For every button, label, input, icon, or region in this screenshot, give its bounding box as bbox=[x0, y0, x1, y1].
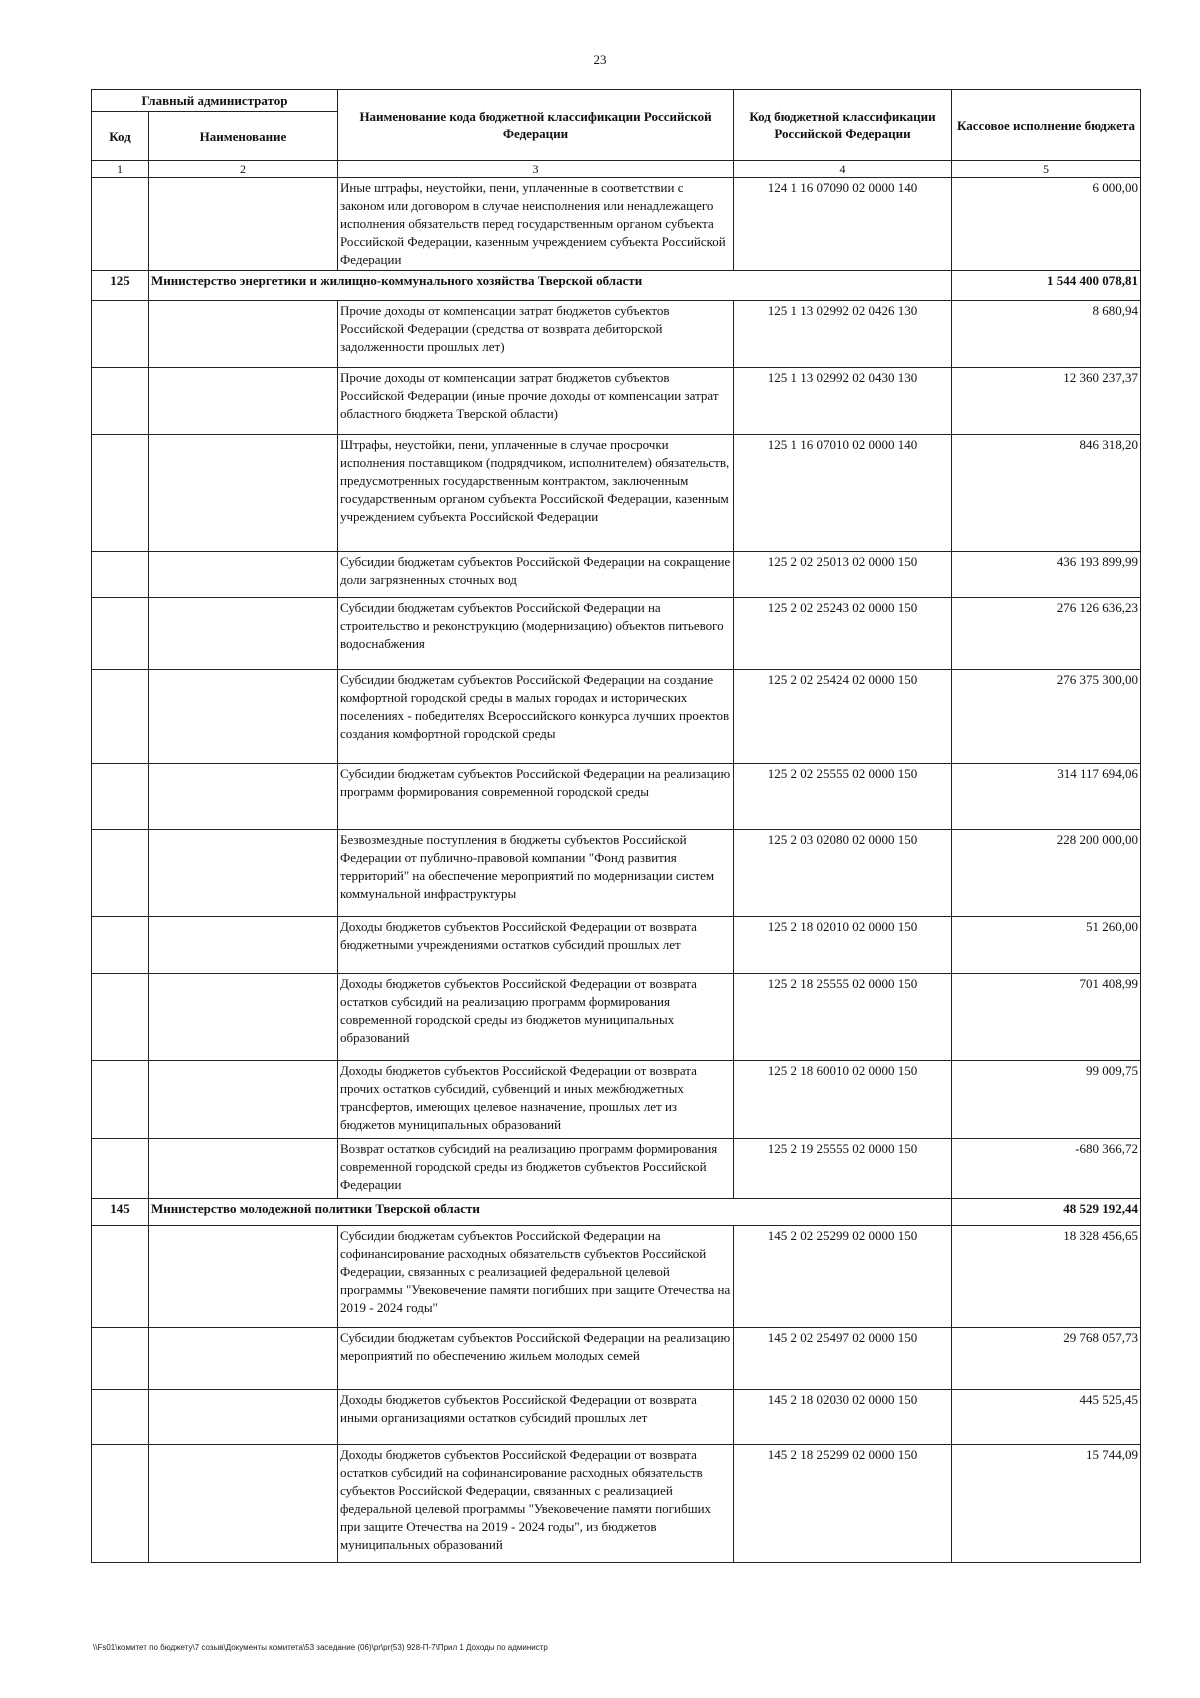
revenue-amount: 314 117 694,06 bbox=[952, 764, 1141, 830]
revenue-name: Субсидии бюджетам субъектов Российской Федерации на строительство и реконструкцию (модернизацию) объектов питьевого водоснабжения bbox=[338, 598, 734, 670]
administrator-row bbox=[92, 271, 1141, 301]
revenue-amount: 12 360 237,37 bbox=[952, 368, 1141, 435]
table-row bbox=[92, 301, 1141, 368]
table-row bbox=[92, 1139, 1141, 1199]
table-row bbox=[92, 435, 1141, 552]
revenue-amount: 276 126 636,23 bbox=[952, 598, 1141, 670]
header-bk-code: Код бюджетной классификации Российской Федерации bbox=[734, 90, 952, 161]
revenue-code: 145 2 18 25299 02 0000 150 bbox=[734, 1445, 952, 1563]
administrator-name: Министерство молодежной политики Тверской области bbox=[149, 1199, 952, 1226]
revenue-code: 125 2 18 60010 02 0000 150 bbox=[734, 1061, 952, 1139]
revenue-amount: 29 768 057,73 bbox=[952, 1328, 1141, 1390]
revenue-name: Доходы бюджетов субъектов Российской Федерации от возврата остатков субсидий на реализацию программ формирования современной городской среды из бюджетов муниципальных образований bbox=[338, 974, 734, 1061]
revenue-code: 145 2 02 25299 02 0000 150 bbox=[734, 1226, 952, 1328]
revenue-amount: 51 260,00 bbox=[952, 917, 1141, 974]
administrator-row bbox=[92, 1199, 1141, 1226]
revenue-name: Субсидии бюджетам субъектов Российской Федерации на реализацию мероприятий по обеспечению жильем молодых семей bbox=[338, 1328, 734, 1390]
revenue-name: Возврат остатков субсидий на реализацию программ формирования современной городской среды из бюджетов субъектов Российской Федерации bbox=[338, 1139, 734, 1199]
column-number: 3 bbox=[338, 161, 734, 178]
table-header bbox=[92, 90, 1141, 178]
revenue-code: 125 2 18 02010 02 0000 150 bbox=[734, 917, 952, 974]
revenue-code: 125 2 02 25013 02 0000 150 bbox=[734, 552, 952, 598]
revenue-name: Доходы бюджетов субъектов Российской Федерации от возврата бюджетными учреждениями остатков субсидий прошлых лет bbox=[338, 917, 734, 974]
table-row bbox=[92, 598, 1141, 670]
revenue-code: 145 2 02 25497 02 0000 150 bbox=[734, 1328, 952, 1390]
table-row bbox=[92, 764, 1141, 830]
revenue-code: 145 2 18 02030 02 0000 150 bbox=[734, 1390, 952, 1445]
revenue-code: 125 1 13 02992 02 0430 130 bbox=[734, 368, 952, 435]
table-row bbox=[92, 670, 1141, 764]
column-number-row bbox=[92, 161, 1141, 178]
revenue-code: 125 2 03 02080 02 0000 150 bbox=[734, 830, 952, 917]
column-number: 5 bbox=[952, 161, 1141, 178]
revenue-amount: 18 328 456,65 bbox=[952, 1226, 1141, 1328]
table-row bbox=[92, 178, 1141, 271]
header-code: Код bbox=[92, 112, 149, 161]
table-row bbox=[92, 1226, 1141, 1328]
table-row bbox=[92, 1061, 1141, 1139]
revenue-amount: 276 375 300,00 bbox=[952, 670, 1141, 764]
revenue-name: Иные штрафы, неустойки, пени, уплаченные в соответствии с законом или договором в случае неисполнения или ненадлежащего исполнения обязательств перед государственным органом субъекта Российской Федерации, казенным учреждением субъекта Российской Федерации bbox=[338, 178, 734, 271]
revenue-amount: 701 408,99 bbox=[952, 974, 1141, 1061]
revenue-amount: 436 193 899,99 bbox=[952, 552, 1141, 598]
administrator-amount: 1 544 400 078,81 bbox=[952, 271, 1141, 301]
column-number: 2 bbox=[149, 161, 338, 178]
revenue-code: 125 2 18 25555 02 0000 150 bbox=[734, 974, 952, 1061]
revenue-name: Субсидии бюджетам субъектов Российской Федерации на сокращение доли загрязненных сточных вод bbox=[338, 552, 734, 598]
revenue-amount: 6 000,00 bbox=[952, 178, 1141, 271]
revenue-amount: 99 009,75 bbox=[952, 1061, 1141, 1139]
page-number: 23 bbox=[593, 52, 607, 67]
table-row bbox=[92, 830, 1141, 917]
revenue-name: Безвозмездные поступления в бюджеты субъектов Российской Федерации от публично-правовой компании "Фонд развития территорий" на обеспечение мероприятий по модернизации систем коммунальной инфраструктуры bbox=[338, 830, 734, 917]
revenue-code: 125 2 02 25424 02 0000 150 bbox=[734, 670, 952, 764]
revenue-name: Доходы бюджетов субъектов Российской Федерации от возврата иными организациями остатков субсидий прошлых лет bbox=[338, 1390, 734, 1445]
revenue-code: 125 2 02 25555 02 0000 150 bbox=[734, 764, 952, 830]
revenue-name: Доходы бюджетов субъектов Российской Федерации от возврата прочих остатков субсидий, субвенций и иных межбюджетных трансфертов, имеющих целевое назначение, прошлых лет из бюджетов муниципальных образований bbox=[338, 1061, 734, 1139]
revenue-amount: 228 200 000,00 bbox=[952, 830, 1141, 917]
revenue-name: Доходы бюджетов субъектов Российской Федерации от возврата остатков субсидий на софинансирование расходных обязательств субъектов Российской Федерации, связанных с реализацией федеральной целевой программы "Увековечение памяти погибших при защите Отечества на 2019 - 2024 годы", из бюджетов муниципальных образований bbox=[338, 1445, 734, 1563]
revenue-code: 125 1 16 07010 02 0000 140 bbox=[734, 435, 952, 552]
header-name: Наименование bbox=[149, 112, 338, 161]
table-row bbox=[92, 1445, 1141, 1563]
header-amount: Кассовое исполнение бюджета bbox=[952, 90, 1141, 161]
column-number: 4 bbox=[734, 161, 952, 178]
revenue-code: 125 2 19 25555 02 0000 150 bbox=[734, 1139, 952, 1199]
footer-file-path: \\Fs01\комитет по бюджету\7 созыв\Документы комитета\53 заседание (06)\pr\pr(53) 928-П-7\Прил 1 Доходы по администр bbox=[93, 1643, 548, 1652]
revenue-amount: 846 318,20 bbox=[952, 435, 1141, 552]
administrator-code: 125 bbox=[92, 271, 149, 301]
revenue-amount: 15 744,09 bbox=[952, 1445, 1141, 1563]
revenue-code: 125 1 13 02992 02 0426 130 bbox=[734, 301, 952, 368]
table-row bbox=[92, 368, 1141, 435]
revenue-name: Прочие доходы от компенсации затрат бюджетов субъектов Российской Федерации (иные прочие доходы от компенсации затрат областного бюджета Тверской области) bbox=[338, 368, 734, 435]
table-row bbox=[92, 917, 1141, 974]
revenue-amount: -680 366,72 bbox=[952, 1139, 1141, 1199]
column-number: 1 bbox=[92, 161, 149, 178]
revenue-name: Прочие доходы от компенсации затрат бюджетов субъектов Российской Федерации (средства от возврата дебиторской задолженности прошлых лет) bbox=[338, 301, 734, 368]
revenue-name: Субсидии бюджетам субъектов Российской Федерации на софинансирование расходных обязательств субъектов Российской Федерации, связанных с реализацией федеральной целевой программы "Увековечение памяти погибших при защите Отечества на 2019 - 2024 годы" bbox=[338, 1226, 734, 1328]
table-row bbox=[92, 1390, 1141, 1445]
administrator-name: Министерство энергетики и жилищно-коммунального хозяйства Тверской области bbox=[149, 271, 952, 301]
revenue-code: 124 1 16 07090 02 0000 140 bbox=[734, 178, 952, 271]
header-bk-name: Наименование кода бюджетной классификации Российской Федерации bbox=[338, 90, 734, 161]
revenue-code: 125 2 02 25243 02 0000 150 bbox=[734, 598, 952, 670]
table-row bbox=[92, 974, 1141, 1061]
header-main-admin: Главный администратор bbox=[92, 90, 338, 112]
revenue-amount: 445 525,45 bbox=[952, 1390, 1141, 1445]
table-row bbox=[92, 552, 1141, 598]
budget-table bbox=[91, 89, 1141, 1563]
revenue-name: Штрафы, неустойки, пени, уплаченные в случае просрочки исполнения поставщиком (подрядчиком, исполнителем) обязательств, предусмотренных государственным контрактом, заключенным государственным органом субъекта Российской Федерации, казенным учреждением субъекта Российской Федерации bbox=[338, 435, 734, 552]
table-row bbox=[92, 1328, 1141, 1390]
revenue-amount: 8 680,94 bbox=[952, 301, 1141, 368]
revenue-name: Субсидии бюджетам субъектов Российской Федерации на реализацию программ формирования современной городской среды bbox=[338, 764, 734, 830]
administrator-code: 145 bbox=[92, 1199, 149, 1226]
revenue-name: Субсидии бюджетам субъектов Российской Федерации на создание комфортной городской среды в малых городах и исторических поселениях - победителях Всероссийского конкурса лучших проектов создания комфортной городской среды bbox=[338, 670, 734, 764]
administrator-amount: 48 529 192,44 bbox=[952, 1199, 1141, 1226]
